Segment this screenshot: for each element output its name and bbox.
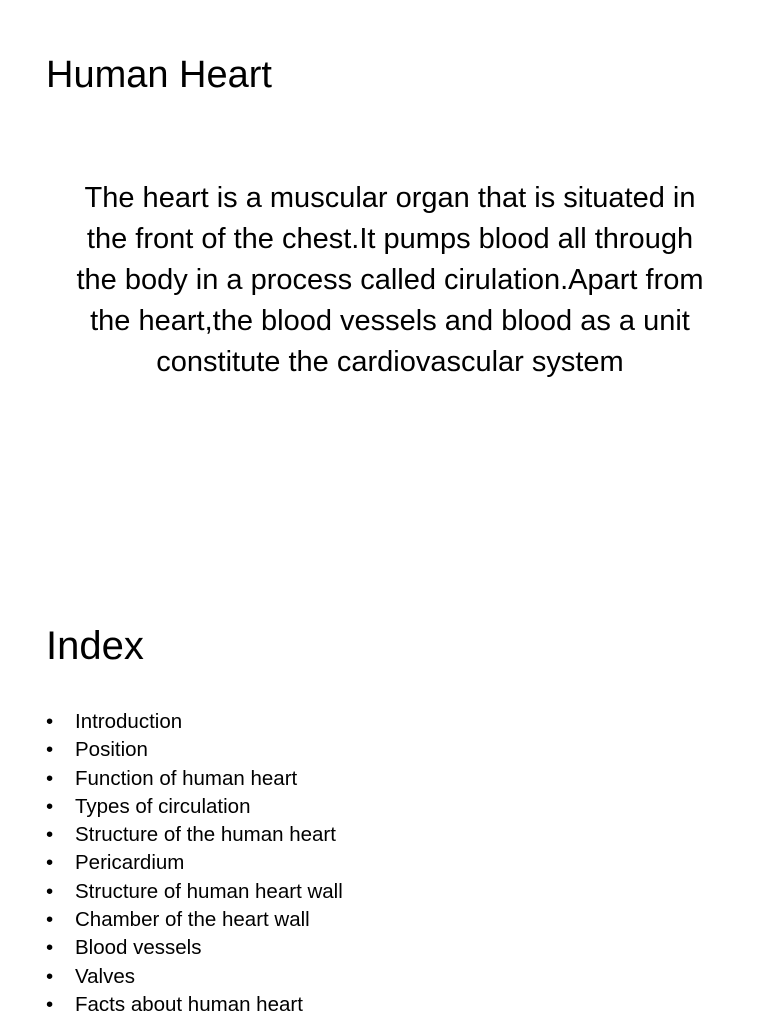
bullet-icon: • [46, 710, 54, 733]
bullet-icon: • [46, 964, 54, 988]
bullet-icon: • [46, 908, 54, 932]
list-item-label: Function of human heart [75, 766, 298, 790]
bullet-icon: • [46, 794, 54, 818]
list-item [46, 793, 343, 821]
list-item [46, 849, 343, 877]
bullet-icon: • [46, 738, 54, 762]
bullet-icon: • [46, 936, 54, 960]
bullet-icon: • [46, 766, 54, 790]
slide-title: Human Heart [46, 54, 272, 96]
list-item-label: Structure of the human heart [75, 823, 336, 847]
index-list [46, 708, 343, 1019]
bullet-icon: • [46, 851, 54, 875]
list-item [46, 963, 343, 991]
list-item [46, 991, 343, 1019]
list-item [46, 906, 343, 934]
index-title: Index [46, 624, 144, 668]
slide-index [0, 560, 768, 1024]
list-item-label: Types of circulation [75, 794, 251, 818]
list-item [46, 821, 343, 849]
list-item-label: Introduction [75, 710, 183, 733]
list-item-label: Facts about human heart [75, 992, 303, 1016]
bullet-icon: • [46, 992, 54, 1016]
bullet-icon: • [46, 823, 54, 847]
list-item [46, 934, 343, 962]
slide-body-text: The heart is a muscular organ that is situated in the front of the chest.It pumps blood all through the body in a process called cirulation.Apart from the heart,the blood vessels and blood as a unit constitute the cardiovascular system [76, 182, 704, 378]
list-item [46, 736, 343, 764]
list-item [46, 878, 343, 906]
list-item [46, 708, 343, 736]
list-item-label: Structure of human heart wall [75, 879, 343, 903]
list-item-label: Position [75, 738, 148, 762]
list-item-label: Pericardium [75, 851, 185, 875]
list-item [46, 765, 343, 793]
list-item-label: Chamber of the heart wall [75, 908, 310, 932]
list-item-label: Blood vessels [75, 936, 202, 960]
bullet-icon: • [46, 879, 54, 903]
list-item-label: Valves [75, 964, 136, 988]
